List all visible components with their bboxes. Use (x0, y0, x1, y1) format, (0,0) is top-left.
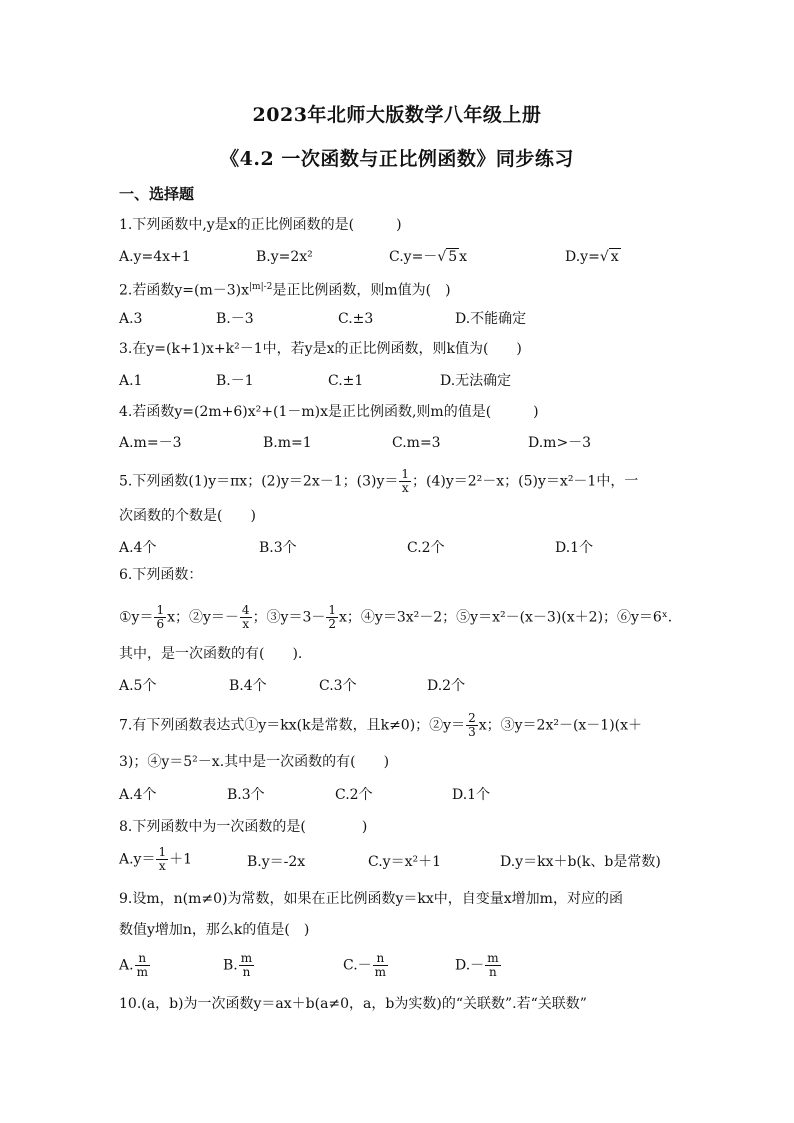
option-c: C.m=3 (392, 435, 441, 451)
option-c: C.±1 (328, 373, 364, 389)
option-c-suffix: x (459, 249, 468, 265)
question-7-stem-line-1 (119, 712, 709, 739)
question-10-stem-line-1: 10.(a，b)为一次函数y＝ax＋b(a≠0，a，b为实数)的“关联数”.若“关联数” (119, 996, 587, 1012)
option-b: B.－3 (216, 311, 254, 327)
option-b: B.y＝-2x (247, 854, 306, 870)
fraction (485, 952, 500, 979)
denominator: n (242, 965, 251, 979)
option-c: C.2个 (407, 540, 445, 556)
fraction (240, 604, 252, 631)
fraction (154, 604, 166, 631)
fraction (239, 952, 254, 979)
option-a: A.4个 (119, 540, 157, 556)
numerator: 1 (328, 603, 337, 617)
question-5-stem-line-2: 次函数的个数是( ) (119, 508, 256, 524)
text: C.－ (343, 957, 372, 974)
question-4-stem: 4.若函数y=(2m+6)x²+(1－m)x是正比例函数,则m的值是( ) (119, 404, 539, 420)
denominator: m (136, 965, 148, 979)
question-7-options (119, 785, 709, 805)
option-d: D.2个 (427, 678, 466, 694)
section-heading: 一、选择题 (119, 185, 195, 203)
question-8-stem: 8.下列函数中为一次函数的是( ) (119, 819, 368, 835)
option-c: C.2个 (335, 787, 373, 803)
option-c (343, 952, 389, 979)
fraction (156, 846, 168, 873)
numerator: n (373, 952, 388, 966)
fraction (135, 952, 150, 979)
option-a (119, 952, 151, 979)
fraction (466, 712, 478, 739)
denominator: 6 (156, 617, 165, 631)
question-5-pre: 5.下列函数(1)y＝πx；(2)y＝2x－1；(3)y＝ (119, 473, 399, 490)
option-d: D.y＝kx＋b(k、b是常数) (500, 854, 661, 870)
question-2-stem (119, 277, 709, 301)
fraction (399, 468, 411, 495)
text: ＋1 (169, 851, 193, 868)
numerator: 1 (401, 467, 410, 481)
worksheet-subtitle: 《4.2 一次函数与正比例函数》同步练习 (220, 148, 574, 170)
text: D.－ (455, 957, 485, 974)
fraction (326, 604, 338, 631)
option-d: D.不能确定 (455, 311, 527, 327)
question-9-options (119, 951, 709, 979)
option-b: B.m=1 (263, 435, 312, 451)
question-1-options (119, 247, 709, 267)
option-d: D.m>－3 (528, 435, 592, 451)
question-6-stem: 6.下列函数： (119, 567, 203, 583)
text: ①y＝ (119, 609, 154, 626)
option-d-prefix: D.y= (565, 249, 600, 265)
question-2-stem-pre: 2.若函数y=(m－3)x (119, 282, 249, 299)
radicand: 5 (448, 249, 458, 265)
option-d: D.y=√ x (565, 249, 619, 265)
option-a: A.y=4x+1 (119, 249, 191, 265)
question-6-options (119, 676, 709, 696)
numerator: 1 (156, 603, 165, 617)
option-b: B.4个 (229, 678, 267, 694)
text: ；③y＝3－ (252, 609, 326, 626)
option-c: C.y＝x²＋1 (368, 854, 441, 870)
text: 7.有下列函数表达式①y＝kx(k是常数，且k≠0)；②y＝ (119, 717, 466, 734)
question-6-stem-line-3: 其中，是一次函数的有( ). (119, 646, 303, 662)
question-2-options (119, 309, 709, 329)
text: x；③y＝2x²－(x－1)(x＋ (478, 717, 643, 734)
denominator: x (242, 617, 250, 631)
worksheet-title: 2023年北师大版数学八年级上册 (252, 104, 542, 126)
option-c-prefix: C.y=－ (389, 249, 438, 265)
option-c: C.3个 (319, 678, 357, 694)
denominator: x (158, 859, 166, 873)
denominator: n (489, 965, 497, 979)
question-6-functions (119, 604, 709, 631)
question-3-stem: 3.在y=(k+1)x+k²－1中，若y是x的正比例函数，则k值为( ) (119, 341, 522, 357)
option-d: D.1个 (452, 787, 491, 803)
text: A.y＝ (119, 851, 156, 868)
radicand: x (610, 249, 619, 265)
question-5-options (119, 538, 709, 558)
question-1-stem: 1.下列函数中,y是x的正比例函数的是( ) (119, 217, 402, 233)
option-b: B.－1 (216, 373, 254, 389)
question-4-options (119, 433, 709, 453)
question-5-post: ；(4)y＝2²－x；(5)y＝x²－1中，一 (412, 473, 639, 490)
denominator: 3 (468, 725, 476, 739)
option-b: B.3个 (227, 787, 265, 803)
numerator: n (135, 952, 150, 966)
option-d (455, 952, 502, 979)
question-9-stem-line-2: 数值y增加n，那么k的值是( ) (119, 922, 310, 938)
numerator: 2 (468, 711, 476, 725)
option-b: B.y=2x² (256, 249, 313, 265)
text: A. (119, 957, 134, 974)
option-a: A.m=－3 (119, 435, 182, 451)
denominator: m (374, 965, 387, 979)
option-c: C.y=－√ 5 x (389, 249, 468, 265)
option-c: C.±3 (338, 311, 374, 327)
option-a: A.3 (119, 311, 143, 327)
exponent: |m|-2 (249, 282, 273, 292)
question-3-options (119, 371, 709, 391)
text: x；④y＝3x²－2；⑤y＝x²－(x－3)(x＋2)；⑥y＝6ˣ. (339, 609, 673, 626)
option-b: B.3个 (259, 540, 297, 556)
text: x；②y＝－ (167, 609, 239, 626)
option-a (119, 846, 192, 873)
numerator: m (240, 951, 253, 965)
numerator: 4 (241, 603, 250, 617)
numerator: 1 (158, 845, 167, 859)
option-d: D.无法确定 (440, 373, 512, 389)
option-a: A.1 (119, 373, 143, 389)
option-a: A.5个 (119, 678, 157, 694)
text: B. (223, 957, 238, 974)
question-9-stem-line-1: 9.设m，n(m≠0)为常数，如果在正比例函数y＝kx中，自变量x增加m，对应的函 (119, 891, 623, 907)
denominator: 2 (328, 617, 337, 631)
question-8-options (119, 845, 709, 873)
question-7-stem-line-2: 3)；④y＝5²－x.其中是一次函数的有( ) (119, 754, 390, 770)
question-2-stem-post: 是正比例函数，则m值为( ) (272, 282, 451, 299)
option-a: A.4个 (119, 787, 157, 803)
denominator: x (401, 481, 409, 495)
numerator: m (487, 951, 499, 965)
question-5-stem-line-1 (119, 468, 709, 495)
fraction (373, 952, 388, 979)
option-b (223, 952, 255, 979)
option-d: D.1个 (555, 540, 594, 556)
